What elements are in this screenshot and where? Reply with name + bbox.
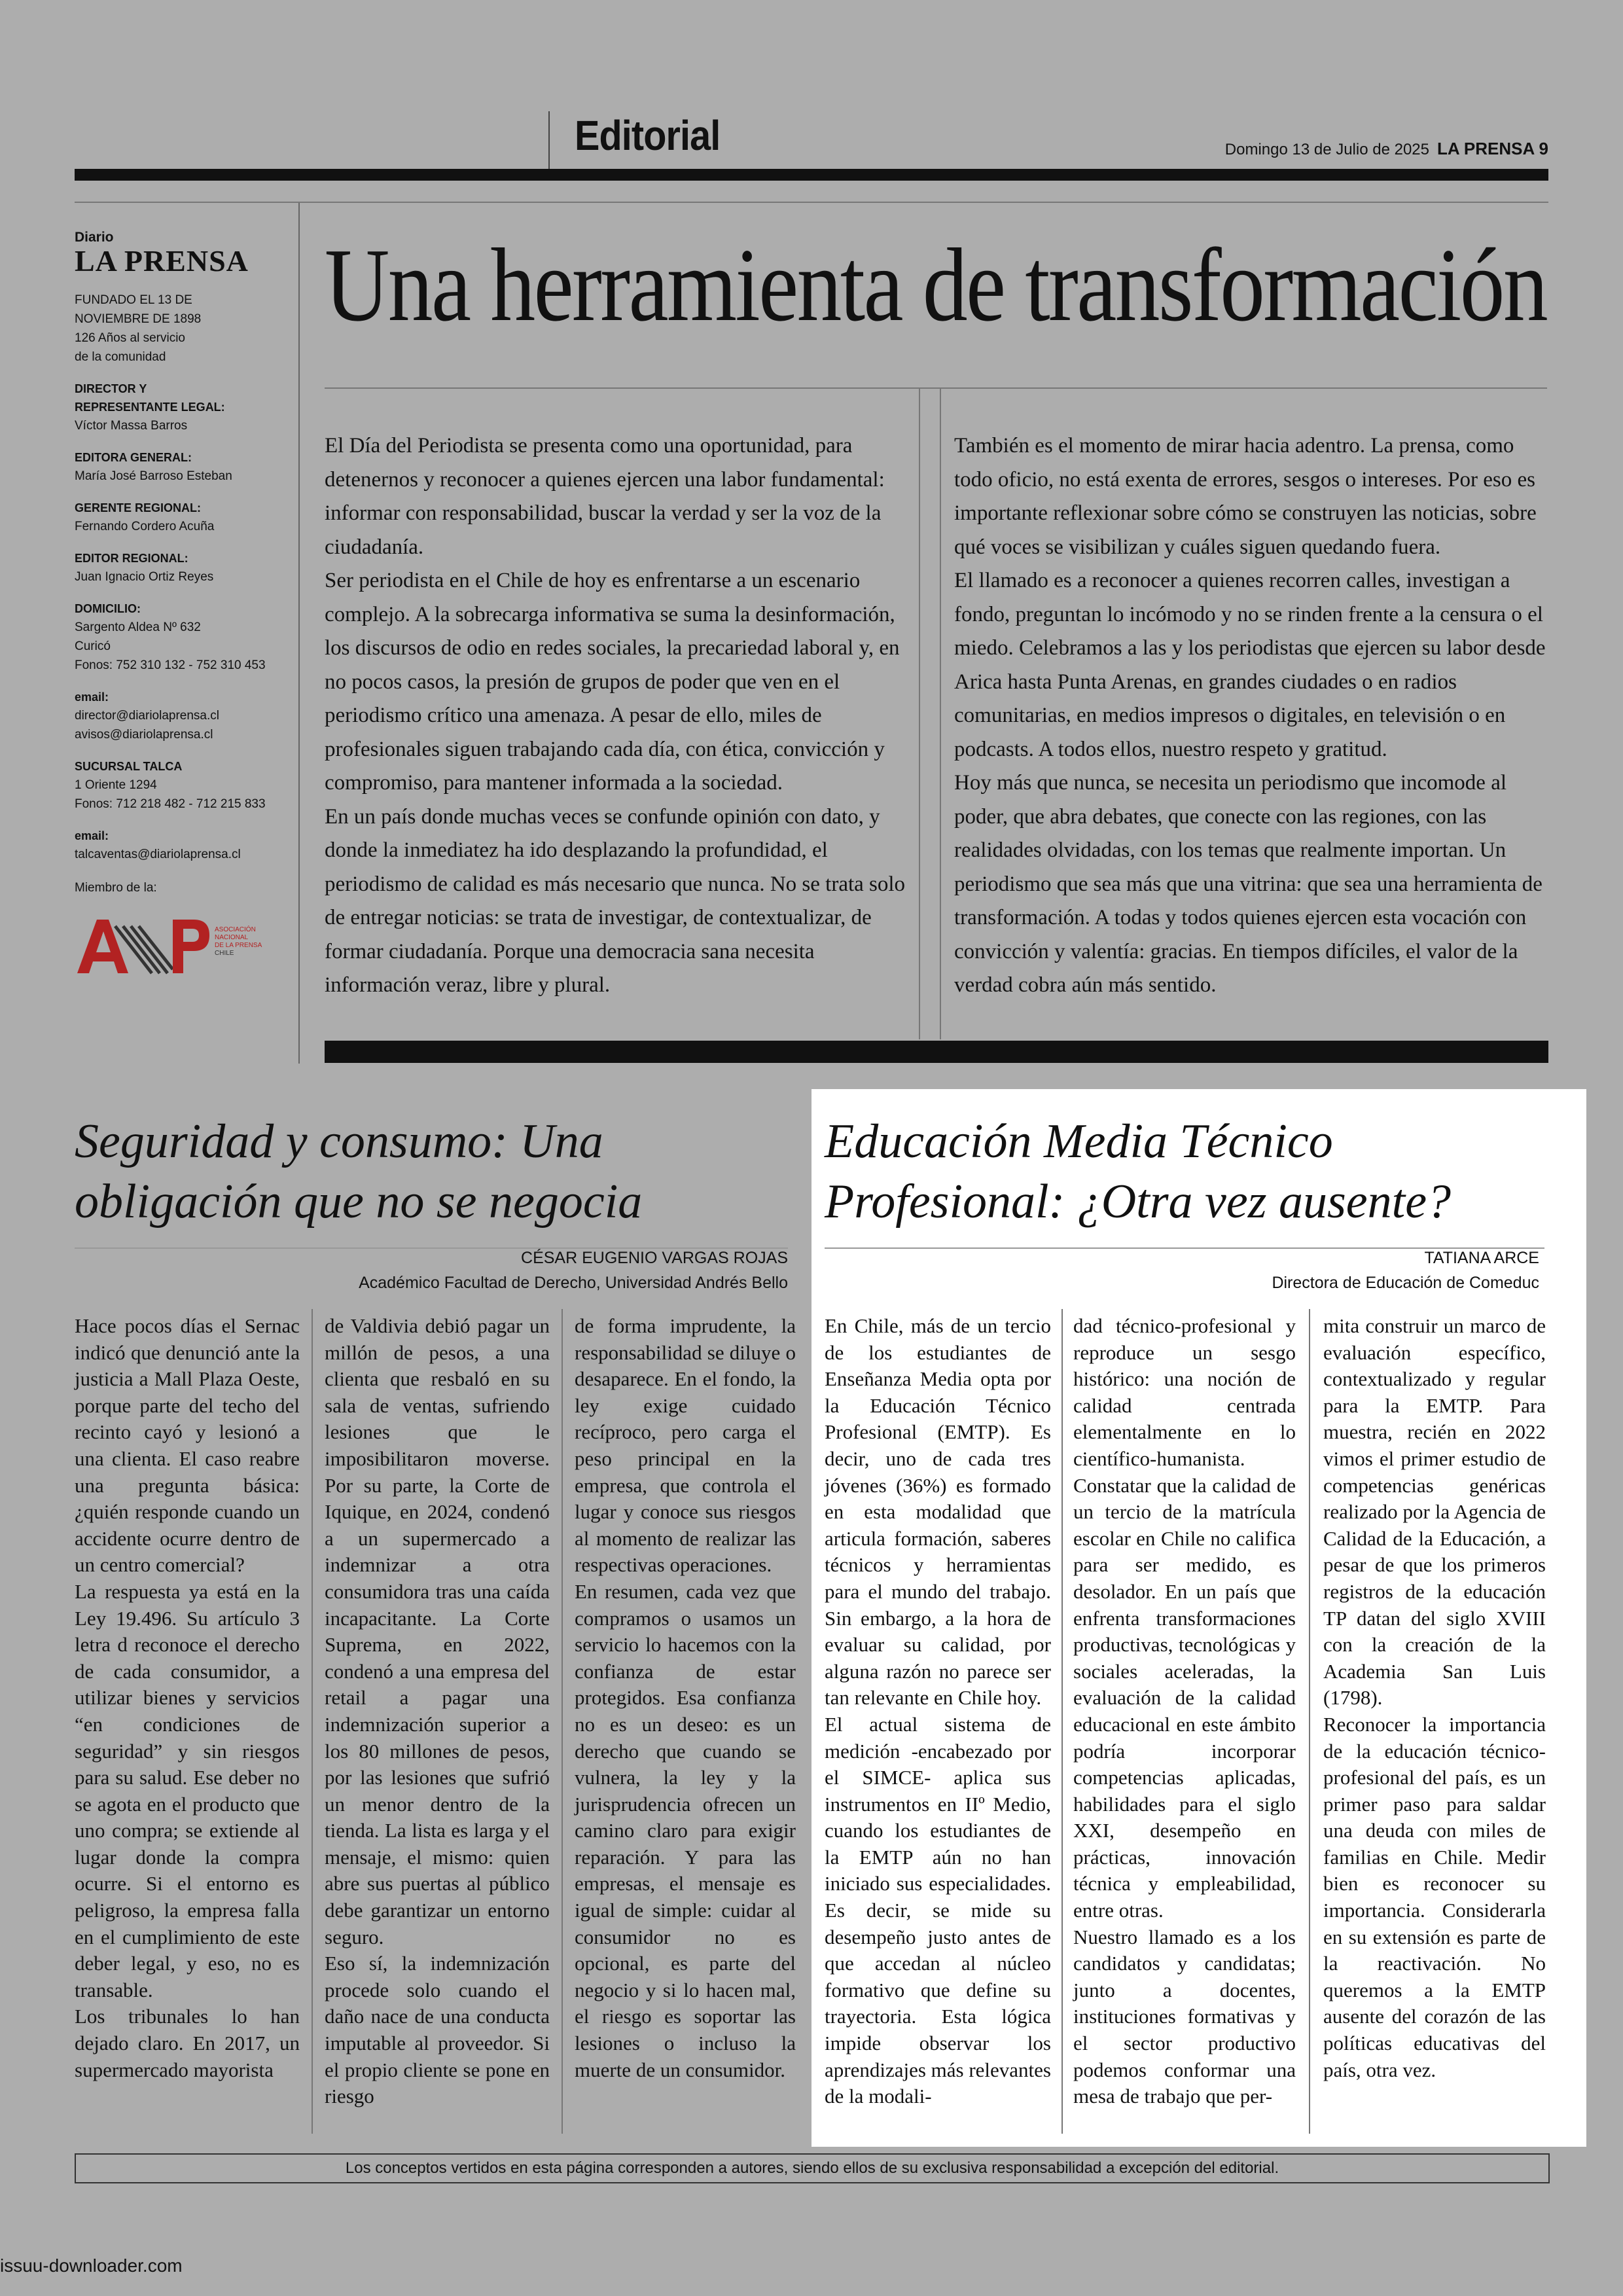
anp-logo xyxy=(75,913,284,978)
opinion-right-column-3 xyxy=(1323,1313,1546,2083)
staff-value: talcaventas@diariolaprensa.cl xyxy=(75,848,241,861)
staff-value: María José Barroso Esteban xyxy=(75,469,232,483)
anp-logo-text: DE LA PRENSA xyxy=(215,942,262,949)
opinion-left-author: CÉSAR EUGENIO VARGAS ROJAS xyxy=(521,1249,788,1267)
member-of-label: Miembro de la: xyxy=(75,881,157,895)
headline-rule xyxy=(325,387,1547,389)
staff-value: director@diariolaprensa.cl xyxy=(75,709,219,723)
section-divider xyxy=(548,111,550,169)
editorial-paragraph: El Día del Periodista se presenta como una oportunidad, para detenernos y reconocer a quienes ejercen una labor fundamental: informar con responsabilidad, buscar la verdad y ser la voz de la ciudadanía. xyxy=(325,434,885,559)
watermark: issuu-downloader.com xyxy=(0,2255,183,2276)
staff-value: 1 Oriente 1294 xyxy=(75,778,157,792)
editorial-paragraph: Hoy más que nunca, se necesita un periodismo que incomode al poder, que abra debates, que conecte con las regiones, con las realidades olvidadas, con los temas que realmente importan. Un periodismo que sea más que una vitrina: que sea una herramienta de transformación. A todas y todos quienes ejercen esta vocación con convicción y valentía: gracias. En tiempos difíciles, el valor de la verdad cobra aún más sentido. xyxy=(954,771,1543,997)
article-paragraph: de forma imprudente, la responsabilidad se diluye o desaparece. En el fondo, la ley exige cuidado recíproco, pero carga el peso principal en la empresa, que controla el lugar y conoce sus riesgos al momento de realizar las respectivas operaciones. xyxy=(575,1314,796,1577)
staff-list xyxy=(75,380,291,864)
article-paragraph: Reconocer la importancia de la educación técnico-profesional del país, es un primer paso para saldar una deuda con miles de familias en Chile. Medir bien es reconocer su importancia. Considerarla en su extensión es parte de la reactivación. No queremos a la EMTP ausente del corazón de las políticas educativas del país, otra vez. xyxy=(1323,1712,1546,2081)
editorial-paragraph: El llamado es a reconocer a quienes recorren calles, investigan a fondo, preguntan lo incómodo y no se rinden frente a la censura o el miedo. Celebramos a las y los periodistas que ejercen su labor desde Arica hasta Punta Arenas, en grandes ciudades o en radios comunitarias, en medios impresos o digitales, en televisión o en podcasts. A todos ellos, nuestro respeto y gratitud. xyxy=(954,569,1546,761)
column-divider xyxy=(919,389,920,1039)
opinion-right-column-1 xyxy=(825,1313,1051,2110)
staff-value: Juan Ignacio Ortiz Reyes xyxy=(75,570,214,584)
staff-label: email: xyxy=(75,691,109,704)
article-paragraph: Hace pocos días el Sernac indicó que denunció ante la justicia a Mall Plaza Oeste, porque parte del techo del recinto cayó y lesionó a una clienta. El caso reabre una pregunta básica: ¿quién responde cuando un accidente ocurre dentro de un centro comercial? xyxy=(75,1314,300,1577)
masthead-diario: Diario xyxy=(75,230,114,245)
opinion-left-column-2 xyxy=(325,1313,550,2110)
article-paragraph: El actual sistema de medición -encabezado por el SIMCE- aplica sus instrumentos en IIº Medio, cuando los estudiantes de la EMTP aún no han iniciado sus especialidades. Es decir, se mide su desempeño justo antes de que accedan al núcleo formativo que define su trayectoria. Esta lógica impide observar los aprendizajes más relevantes de la modali- xyxy=(825,1712,1051,2108)
article-paragraph: Constatar que la calidad de un tercio de la matrícula escolar en Chile no califica para ser medido, es desolador. En un país que enfrenta transformaciones productivas, tecnológicas y sociales aceleradas, la evaluación de la calidad educacional en este ámbito podría incorporar competencias aplicadas, habilidades para el siglo XXI, desempeño en prácticas, innovación técnica y empleabilidad, entre otras. xyxy=(1073,1473,1296,1922)
header-rule xyxy=(75,169,1548,181)
staff-label: DIRECTOR Y xyxy=(75,382,147,395)
staff-value: Fonos: 752 310 132 - 752 310 453 xyxy=(75,658,266,672)
opinion-left-column-3 xyxy=(575,1313,796,2083)
founded-line: de la comunidad xyxy=(75,350,166,364)
editorial-bottom-bar xyxy=(325,1041,1548,1063)
editorial-headline: Una herramienta de transformación xyxy=(325,226,1547,343)
staff-label: GERENTE REGIONAL: xyxy=(75,501,202,514)
publication-page: LA PRENSA 9 xyxy=(1437,139,1548,158)
editorial-paragraph: En un país donde muchas veces se confunde opinión con dato, y donde la inmediatez ha ido desplazando la profundidad, el periodismo de calidad es más necesario que nunca. No se trata solo de entregar noticias: se trata de investigar, de contextualizar, de formar ciudadanía. Porque una democracia sana necesita información veraz, libre y plural. xyxy=(325,804,906,997)
staff-label: EDITOR REGIONAL: xyxy=(75,552,188,565)
editorial-paragraph: También es el momento de mirar hacia adentro. La prensa, como todo oficio, no está exenta de errores, sesgos o intereses. Por eso es importante reflexionar sobre cómo se construyen las noticias, sobre qué voces se visibilizan y cuáles siguen quedando fuera. xyxy=(954,434,1537,559)
staff-value: Fonos: 712 218 482 - 712 215 833 xyxy=(75,797,266,811)
header-thin-rule xyxy=(75,202,1548,203)
opinion-left-column-1 xyxy=(75,1313,300,2083)
article-paragraph: En Chile, más de un tercio de los estudiantes de Enseñanza Media opta por la Educación Técnico Profesional (EMTP). Es decir, uno de cada tres jóvenes (36%) es formado en esta modalidad que articula formación, saberes técnicos y herramientas para el mundo del trabajo. Sin embargo, a la hora de evaluar su calidad, por alguna razón no parece ser tan relevante en Chile hoy. xyxy=(825,1314,1051,1710)
staff-value: Curicó xyxy=(75,639,111,653)
staff-label: email: xyxy=(75,829,109,842)
opinion-right-author: TATIANA ARCE xyxy=(1424,1249,1539,1267)
founded-line: 126 Años al servicio xyxy=(75,331,185,345)
column-divider xyxy=(1061,1309,1063,2134)
article-paragraph: mita construir un marco de evaluación específico, contextualizado y regular para la EMTP. Para muestra, recién en 2022 vimos el primer estudio de competencias genéricas realizado por la Agencia de Calidad de la Educación, a pesar de que los primeros registros de la educación TP datan del siglo XVIII con la creación de la Academia San Luis (1798). xyxy=(1323,1314,1546,1710)
anp-logo-text: NACIONAL xyxy=(215,934,249,941)
article-paragraph: Los tribunales lo han dejado claro. En 2017, un supermercado mayorista xyxy=(75,2005,300,2081)
editorial-right-column xyxy=(954,429,1548,1003)
founded-line: NOVIEMBRE DE 1898 xyxy=(75,312,202,326)
staff-value: Fernando Cordero Acuña xyxy=(75,520,215,533)
opinion-right-role: Directora de Educación de Comeduc xyxy=(1272,1274,1539,1292)
section-title: Editorial xyxy=(575,112,721,159)
staff-value: Sargento Aldea Nº 632 xyxy=(75,620,201,634)
dateline xyxy=(1225,139,1548,159)
staff-value: Víctor Massa Barros xyxy=(75,419,188,433)
footer-disclaimer: Los conceptos vertidos en esta página corresponden a autores, siendo ellos de su exclusiva responsabilidad a excepción del editorial. xyxy=(75,2153,1550,2183)
issue-date: Domingo 13 de Julio de 2025 xyxy=(1224,141,1429,158)
article-paragraph: dad técnico-profesional y reproduce un sesgo histórico: una noción de calidad centrada elementalmente en lo científico-humanista. xyxy=(1073,1314,1296,1470)
column-divider xyxy=(312,1309,313,2134)
staff-label: DOMICILIO: xyxy=(75,602,141,615)
anp-logo-text: ASOCIACIÓN xyxy=(215,926,256,933)
masthead-name: LA PRENSA xyxy=(75,244,249,278)
article-paragraph: de Valdivia debió pagar un millón de pesos, a una clienta que resbaló en su sala de ventas, sufriendo lesiones que le imposibilitaron moverse. Por su parte, la Corte de Iquique, en 2024, condenó a un supermercado a indemnizar a otra consumidora tras una caída incapacitante. La Corte Suprema, en 2022, condenó a una empresa del retail a pagar una indemnización superior a los 80 millones de pesos, por las lesiones que sufrió un menor dentro de la tienda. La lista es larga y el mensaje, el mismo: quien abre sus puertas al público debe garantizar un entorno seguro. xyxy=(325,1314,550,1948)
editorial-paragraph: Ser periodista en el Chile de hoy es enfrentarse a un escenario complejo. A la sobrecarga informativa se suma la desinformación, los discursos de odio en redes sociales, la precariedad laboral y, en no pocos casos, la presión de grupos de poder que ven en el periodismo crítico una amenaza. A pesar de ello, miles de profesionales siguen trabajando cada día, con ética, convicción y compromiso, para mantener informada a la sociedad. xyxy=(325,569,900,795)
masthead-divider xyxy=(298,203,300,1064)
founded-line: FUNDADO EL 13 DE xyxy=(75,293,192,307)
article-paragraph: Eso sí, la indemnización procede solo cuando el daño nace de una conducta imputable al proveedor. Si el propio cliente se pone en riesgo xyxy=(325,1952,550,2108)
editorial-left-column xyxy=(325,429,907,1003)
staff-label: SUCURSAL TALCA xyxy=(75,760,183,773)
staff-label: EDITORA GENERAL: xyxy=(75,451,192,464)
masthead xyxy=(75,230,291,978)
anp-logo-text: CHILE xyxy=(215,950,234,957)
column-divider xyxy=(1309,1309,1310,2134)
staff-value: avisos@diariolaprensa.cl xyxy=(75,728,213,742)
masthead-founded xyxy=(75,291,291,367)
article-paragraph: En resumen, cada vez que compramos o usamos un servicio lo hacemos con la confianza de estar protegidos. Esa confianza no es un deseo: es un derecho que cuando se vulnera, la ley y la jurisprudencia ofrecen un camino claro para exigir reparación. Y para las empresas, el mensaje es igual de simple: cuidar al consumidor no es opcional, es parte del negocio y si lo hacen mal, el riesgo es soportar las lesiones o incluso la muerte de un consumidor. xyxy=(575,1579,796,2081)
column-divider xyxy=(562,1309,563,2134)
staff-label: REPRESENTANTE LEGAL: xyxy=(75,401,225,414)
opinion-left-title: Seguridad y consumo: Una obligación que no se negocia xyxy=(75,1115,643,1229)
opinion-right-column-2 xyxy=(1073,1313,1296,2110)
column-divider xyxy=(940,389,941,1039)
article-paragraph: Nuestro llamado es a los candidatos y candidatas; junto a docentes, instituciones formativas y el sector productivo podemos conformar una mesa de trabajo que per- xyxy=(1073,1925,1296,2108)
opinion-right-title: Educación Media Técnico Profesional: ¿Otra vez ausente? xyxy=(825,1115,1452,1229)
opinion-left-role: Académico Facultad de Derecho, Universidad Andrés Bello xyxy=(359,1274,788,1292)
article-paragraph: La respuesta ya está en la Ley 19.496. Su artículo 3 letra d reconoce el derecho de cada consumidor, a utilizar bienes y servicios “en condiciones de seguridad” y sin riesgos para su salud. Ese deber no se agota en el producto que uno compra; se extiende al lugar donde la compra ocurre. Si el entorno es peligroso, la empresa falla en el cumplimiento de este deber legal, y eso, no es transable. xyxy=(75,1579,300,2001)
